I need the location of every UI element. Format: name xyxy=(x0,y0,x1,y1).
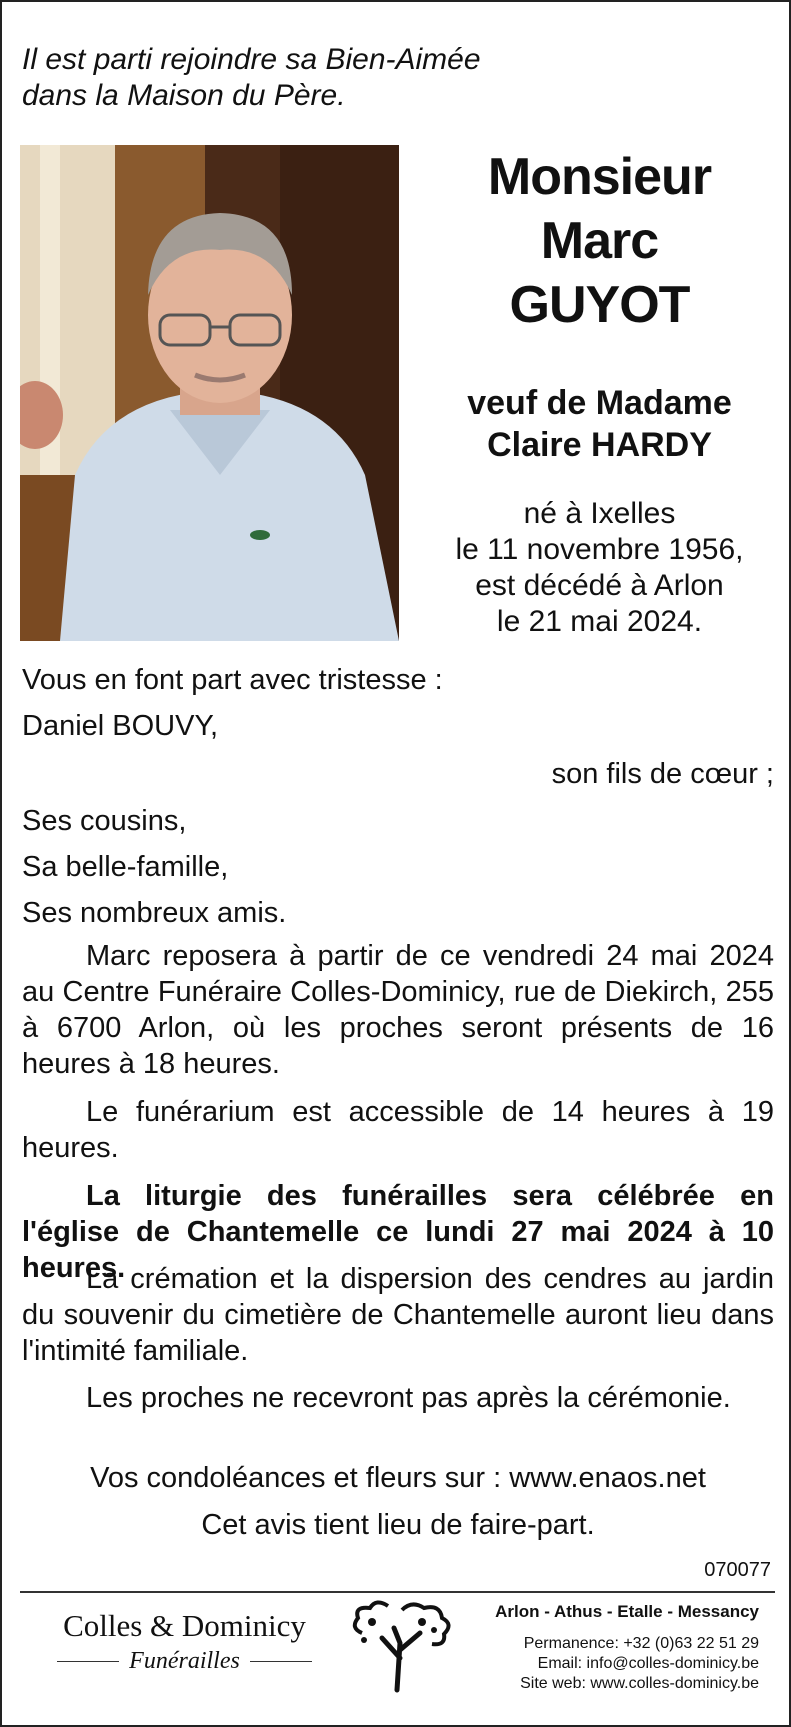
footer-divider xyxy=(20,1591,775,1593)
widow-line-2: Claire HARDY xyxy=(487,426,712,464)
paragraph-reception: Les proches ne recevront pas après la cérémonie. xyxy=(86,1382,731,1414)
brand-name: Colles & Dominicy xyxy=(63,1608,306,1643)
contact-email: Email: info@colles-dominicy.be xyxy=(537,1655,759,1672)
family-friends: Ses nombreux amis. xyxy=(22,897,287,929)
family-daniel: Daniel BOUVY, xyxy=(22,710,219,742)
family-in-laws: Sa belle-famille, xyxy=(22,851,229,883)
widow-line-1: veuf de Madame xyxy=(467,384,732,422)
intro-line-1: Il est parti rejoindre sa Bien-Aimée xyxy=(22,43,481,76)
reference-number: 070077 xyxy=(704,1559,771,1581)
paragraph-liturgy: La liturgie des funérailles sera célébrée en l'église de Chantemelle ce lundi 27 mai 2024 à 10 heures. xyxy=(22,1180,774,1284)
brand-rule-right xyxy=(250,1661,312,1662)
name-last: GUYOT xyxy=(509,276,690,334)
brand-subtitle: Funérailles xyxy=(129,1648,240,1674)
contact-phone: Permanence: +32 (0)63 22 51 29 xyxy=(523,1635,759,1652)
death-date: le 21 mai 2024. xyxy=(496,605,703,638)
birth-date: le 11 novembre 1956, xyxy=(455,533,744,566)
brand-rule-left xyxy=(57,1661,119,1662)
contact-web: Site web: www.colles-dominicy.be xyxy=(520,1675,759,1692)
family-daniel-relation: son fils de cœur ; xyxy=(551,758,774,790)
name-first: Marc xyxy=(540,212,659,270)
paragraph-access: Le funérarium est accessible de 14 heures à 19 heures. xyxy=(22,1096,774,1164)
portrait-photo xyxy=(20,145,399,641)
brand-subtitle-row xyxy=(42,1646,327,1676)
family-cousins: Ses cousins, xyxy=(22,805,187,837)
deceased-name xyxy=(422,145,777,337)
contact-block xyxy=(439,1602,759,1694)
towns-list: Arlon - Athus - Etalle - Messancy xyxy=(495,1602,759,1621)
birth-place: né à Ixelles xyxy=(523,497,676,530)
announce-line: Vous en font part avec tristesse : xyxy=(22,664,443,696)
birth-death-dates xyxy=(422,496,777,640)
paragraph-rest: Marc reposera à partir de ce vendredi 24 mai 2024 au Centre Funéraire Colles-Dominicy, rue de Diekirch, 255 à 6700 Arlon, où les proches seront présents de 16 heures à 18 heures. xyxy=(22,940,774,1080)
intro-text xyxy=(22,42,481,114)
name-title: Monsieur xyxy=(487,148,712,206)
paragraph-cremation: La crémation et la dispersion des cendres au jardin du souvenir du cimetière de Chantemelle auront lieu dans l'intimité familiale. xyxy=(22,1263,774,1367)
widow-of xyxy=(422,382,777,466)
funeral-home-brand xyxy=(42,1606,327,1676)
faire-part-line: Cet avis tient lieu de faire-part. xyxy=(201,1509,595,1541)
death-place: est décédé à Arlon xyxy=(475,569,724,602)
condolences-line: Vos condoléances et fleurs sur : www.enaos.net xyxy=(90,1462,706,1494)
intro-line-2: dans la Maison du Père. xyxy=(22,79,346,112)
